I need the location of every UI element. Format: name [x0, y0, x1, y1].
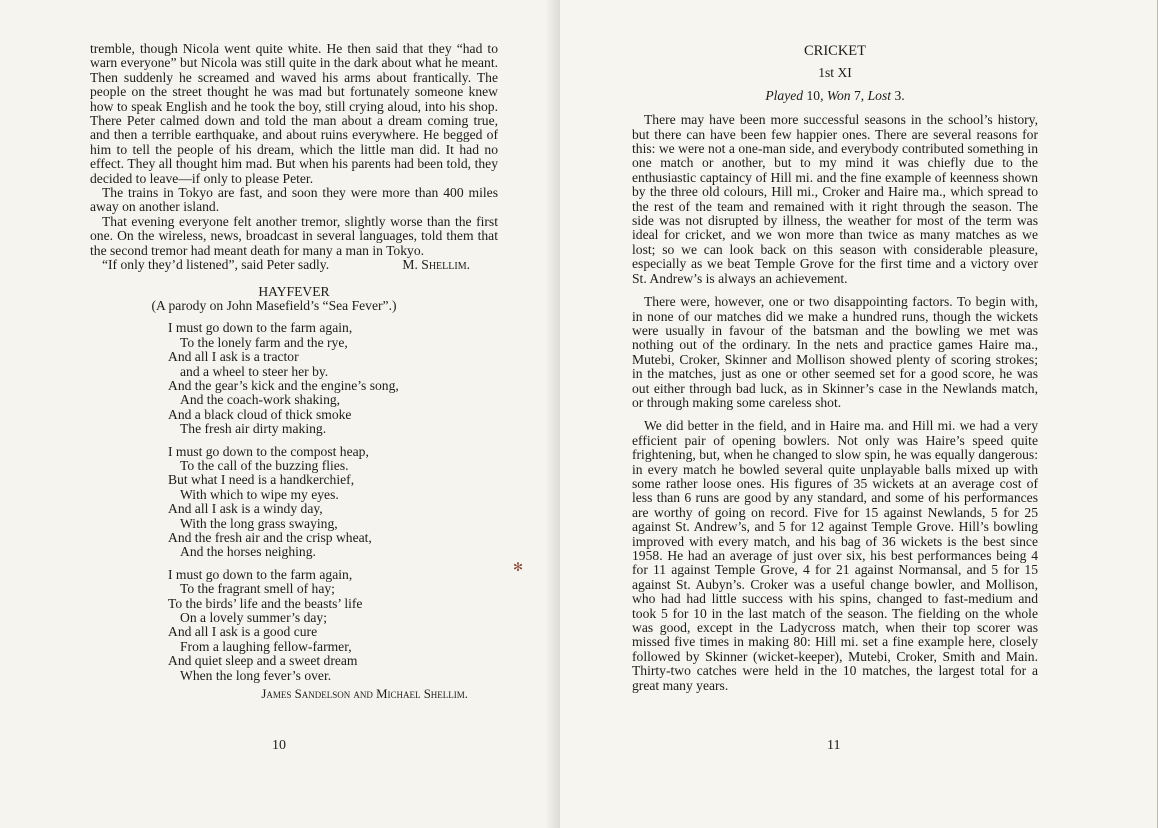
poem-line: The fresh air dirty making. [180, 421, 327, 437]
poem-line: And the gear’s kick and the engine’s song, [168, 377, 399, 393]
section-title: CRICKET [803, 43, 867, 59]
poem-line: And quiet sleep and a sweet dream [168, 653, 358, 669]
story-paragraph: The trains in Tokyo are fast, and soon they were more than 400 miles away on another island. [90, 185, 498, 215]
poem-line: And a black cloud of thick smoke [168, 406, 352, 422]
right-page [560, 0, 1157, 828]
lost-count: 3. [894, 87, 905, 103]
closing-quote: “If only they’d listened”, said Peter sadly. [102, 257, 330, 273]
poem-line: With the long grass swaying, [180, 515, 338, 531]
story-paragraph: That evening everyone felt another tremor, slightly worse than the first one. On the wireless, news, broadcast in several languages, told them that the second tremor had meant death for many a man in Tokyo. [90, 213, 498, 258]
page-number-left: 10 [272, 738, 286, 753]
poem-line: To the fragrant smell of hay; [180, 581, 335, 597]
page-number-right: 11 [827, 738, 841, 753]
poem-line: And all I ask is a windy day, [168, 501, 323, 517]
left-text-column [90, 42, 498, 701]
poem-line: To the birds’ life and the beasts’ life [168, 595, 363, 611]
poem-line: And the horses neighing. [180, 544, 316, 560]
poem-line: I must go down to the farm again, [168, 566, 353, 582]
played-label: Played [765, 87, 804, 103]
page-edge [1157, 0, 1169, 828]
poem-line: And all I ask is a tractor [168, 349, 299, 365]
played-count: 10, [806, 87, 824, 103]
right-text-column [632, 44, 1038, 693]
poem-line: To the call of the buzzing flies. [180, 457, 349, 473]
poem-line: With which to wipe my eyes. [180, 486, 339, 502]
poem-stanza-3 [168, 568, 498, 683]
poem-line: and a wheel to steer her by. [180, 363, 329, 379]
poem-line: I must go down to the farm again, [168, 320, 353, 336]
report-paragraph: There were, however, one or two disappointing factors. To begin with, in none of our matches did we make a hundred runs, though the wickets were usually in favour of the batsman and the bowling we met was nothing out of the ordinary. In the nets and practice games Haire ma., Mutebi, Croker, Skinner and Mollison showed plenty of scoring strokes; in the matches, just as one or other seemed set for a good score, he was out either through bad luck, as in Skinner’s case in the Newlands match, or through making some careless shot. [632, 294, 1038, 410]
story-paragraph: tremble, though Nicola went quite white. He then said that they “had to warn everyone” but Nicola was still quite in the dark about what he meant. Then suddenly he screamed and waved his arms about frantically. The people on the street thought he was mad but fortunately someone knew how to speak English and he took the boy, still crying aloud, into his shop. There Peter calmed down and told the man about a dream coming true, and then a terrible earthquake, and about ruins everywhere. He begged of him to tell the people of his dream, which the little man did. It had no effect. They all thought him mad. But when his parents had been told, they decided to leave—if only to please Peter. [90, 41, 498, 186]
poem-stanza-2 [168, 445, 498, 560]
poem-line: And the coach-work shaking, [180, 392, 341, 408]
poem-line: On a lovely summer’s day; [180, 610, 327, 626]
poem-line: But what I need is a handkerchief, [168, 472, 355, 488]
match-record [632, 89, 1038, 103]
poem-subtitle: (A parody on John Masefield’s “Sea Fever”.) [151, 297, 397, 313]
story-closing [90, 258, 498, 272]
section-subtitle: 1st XI [818, 65, 852, 81]
won-count: 7, [853, 87, 865, 103]
poem [168, 321, 498, 683]
report-paragraph: There may have been more successful seasons in the school’s history, but there can have been few happier ones. There are several reasons for this: we were not a one-man side, and everybody contributed something in one match or another, but to my mind it was chiefly due to the enthusiastic captaincy of Hill mi. and the fine example of keenness shown by the three old colours, Hill mi., Croker and Haire ma., which spread to the rest of the team and remained with it right through the season. The side was not disrupted by illness, the weather for most of the term was ideal for cricket, and we won more than twice as many matches as we lost; so we can look back on this season with considerable pleasure, especially as we beat Temple Grove for the first time and a victory over St. Andrew’s is always an achievement. [632, 112, 1038, 286]
poem-authors: James Sandelson and Michael Shellim. [261, 687, 468, 702]
ink-mark-icon: ✻ [513, 560, 524, 574]
poem-line: When the long fever’s over. [180, 667, 332, 683]
poem-line: And all I ask is a good cure [168, 624, 318, 640]
poem-line: From a laughing fellow-farmer, [180, 638, 352, 654]
poem-line: And the fresh air and the crisp wheat, [168, 530, 372, 545]
report-paragraph: We did better in the field, and in Haire ma. and Hill mi. we had a very efficient pair of opening bowlers. Not only was Haire’s speed quite frightening, but, when he changed to slow spin, he was equally dangerous: in every match he bowled several quite unplayable balls mixed up with some rather loose ones. His figures of 35 wickets at an average cost of less than 6 runs are good by any standard, and some of his performances are worthy of going on record. Five for 15 against Newlands, 5 for 25 against St. Andrew’s, and 5 for 12 against Temple Grove. Hill’s bowling improved with every match, and his bag of 36 wickets is the best since 1958. He had an average of just over six, his best performances being 4 for 11 against Temple Grove, 4 for 21 against Normansal, and 5 for 15 against St. Aubyn’s. Croker was a useful change bowler, and Mollison, who had had little success with his spins, changed to fast-medium and took 5 for 10 in the last match of the season. The fielding on the whole was good, except in the Ladycross match, when their top scorer was missed five times in making 80: Hill mi. set a fine example here, closely followed by Skinner (wicket-keeper), Mutebi, Croker, Smith and Main. Thirty-two catches were held in the 10 matches, the largest total for a great many years. [632, 418, 1038, 693]
story-author: M. Shellim. [402, 257, 470, 273]
poem-line: To the lonely farm and the rye, [180, 334, 348, 350]
won-label: Won [826, 87, 851, 103]
lost-label: Lost [867, 87, 892, 103]
poem-line: I must go down to the compost heap, [168, 443, 369, 459]
poem-title: HAYFEVER [258, 283, 330, 299]
poem-stanza-1 [168, 321, 498, 436]
left-page [0, 0, 560, 828]
